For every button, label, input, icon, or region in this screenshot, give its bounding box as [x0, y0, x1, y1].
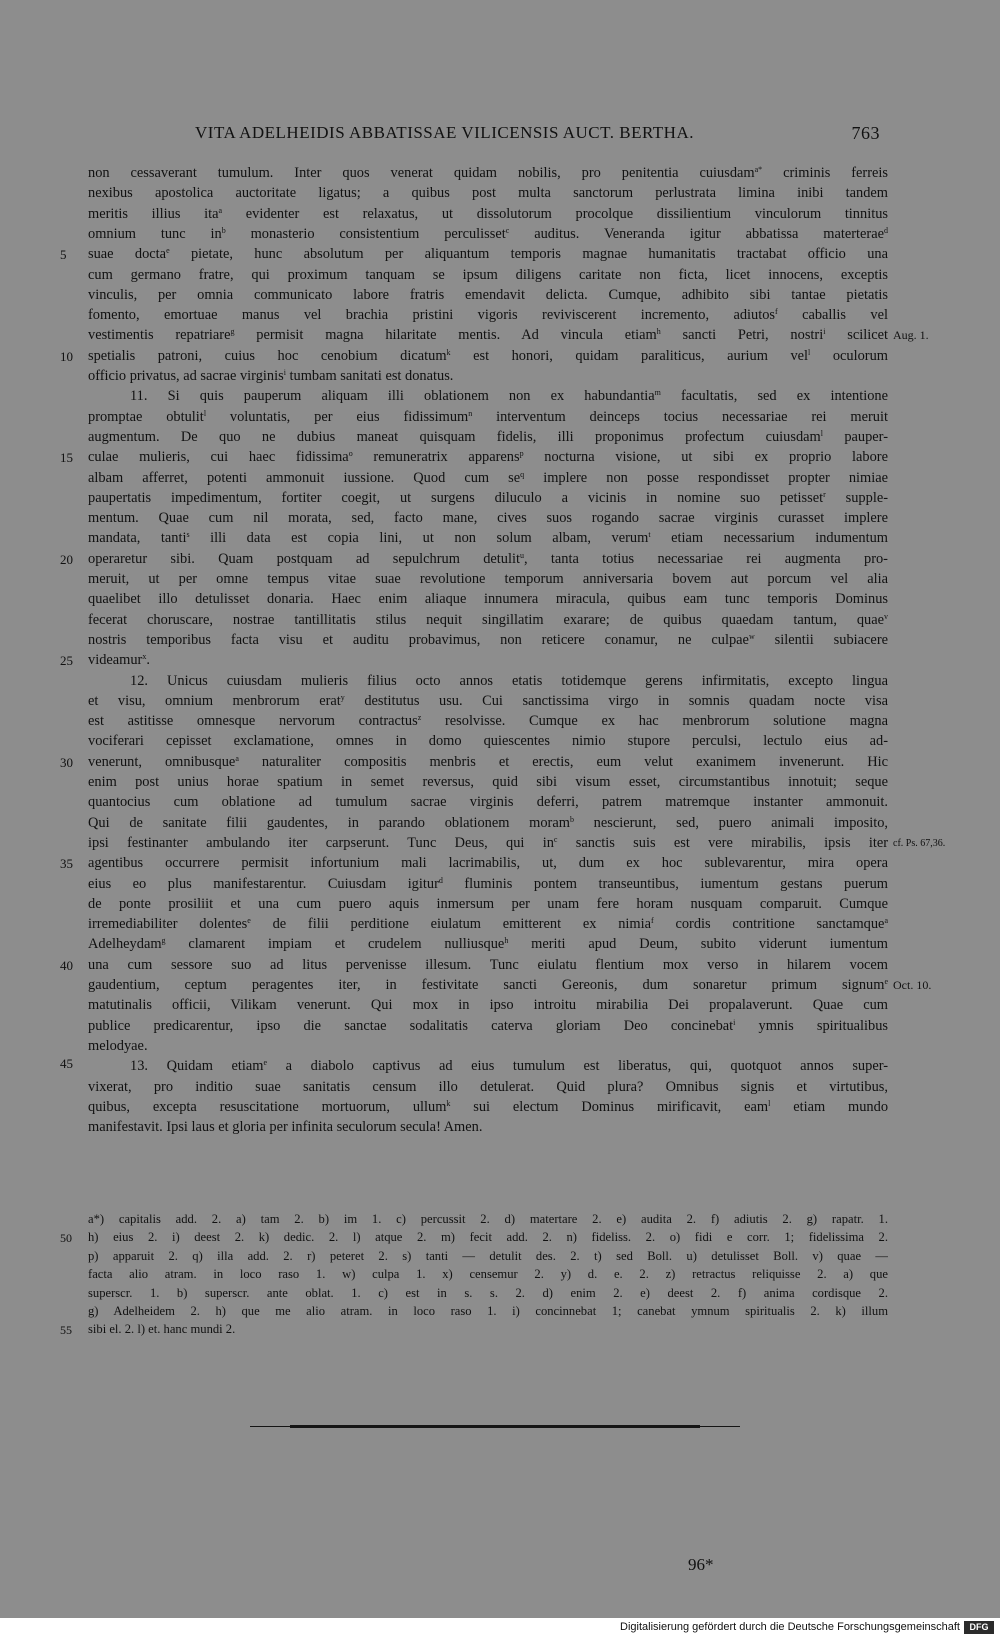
footnote-line-number: 50 [60, 1231, 72, 1245]
text-line: omnium tunc $in^b$ monasterio consistentium perculisset$^c$ auditus. Veneranda igitur abbatissa materterae$^d$ [88, 225, 888, 242]
digitization-footer [0, 1618, 1000, 1638]
line-number: 25 [60, 653, 73, 668]
footnote-line: a*) capitalis add. 2. a) tam 2. b) im 1. c) percussit 2. d) matertare 2. e) audita 2. f) adiutis 2. g) rapatr. 1. [88, 1212, 888, 1226]
dfg-logo[interactable]: DFG [964, 1621, 994, 1634]
text-line: officio privatus, ad sacrae virginis$^i$ tumbam sanitati est donatus. [88, 368, 454, 384]
text-line: Adelheydam$^g$ clamarent impiam et crudelem nulliusque$^h$ meriti apud Deum, subito viderunt iumentum [88, 936, 888, 953]
margin-note: Aug. 1. [893, 328, 929, 342]
text-line: fomento, emortuae manus vel brachia pristini vigoris reviviscerent incremento, adiutos$^f$ caballis vel [88, 307, 888, 324]
footnote-line: sibi el. 2. l) et. hanc mundi 2. [88, 1322, 236, 1337]
margin-note: Oct. 10. [893, 978, 932, 992]
line-number: 15 [60, 450, 73, 465]
line-number: 5 [60, 247, 67, 262]
text-line: irremediabiliter dolentes$^e$ de filii perditione eiulatum emitterent ex nimia$^f$ cordis contritione sanctamque$^a$ [88, 916, 888, 933]
text-line: operaretur sibi. Quam postquam ad sepulchrum detulit$^u$, tanta totius necessariae rei augmenta pro- [88, 550, 888, 567]
text-line: 13. Quidam etiam$^e$ a diabolo captivus ad eius tumulum est liberatus, qui, quotquot annos super- [130, 1058, 888, 1075]
text-line: videamur$^x$. [88, 652, 150, 669]
text-line: quantocius cum oblatione ad tumulum sacrae virginis deferri, patrem matremque instanter ammonuit. [88, 794, 888, 811]
text-line: vociferari cepisset exclamatione, omnes in domo quiescentes nimio stupore perculsi, lectulo eius ad- [88, 733, 888, 750]
line-number: 30 [60, 755, 73, 770]
footnote-line: h) eius 2. i) deest 2. k) dedic. 2. l) atque 2. m) fecit add. 2. n) fideliss. 2. o) fidi e corr. 1; fidelissima 2. [88, 1230, 888, 1245]
text-line: 12. Unicus cuiusdam mulieris filius octo annos etatis totidemque gerens infirmitatis, excepto lingua [130, 672, 888, 689]
footnote-line: p) apparuit 2. q) illa add. 2. r) peteret 2. s) tanti — detulit des. 2. t) sed Boll. u) detulisset Boll. v) quae — [88, 1248, 888, 1263]
text-line: spetialis patroni, cuius hoc cenobium dicatum$^k$ est honori, quidam paraliticus, aurium vel$^l$ oculorum [88, 347, 888, 364]
line-number: 20 [60, 552, 73, 567]
separator-rule [290, 1425, 700, 1428]
text-line: 11. Si quis pauperum aliquam illi oblationem non ex habundantia$^m$ facultatis, sed ex intentione [130, 388, 888, 405]
line-number: 35 [60, 856, 73, 871]
text-line: manifestavit. Ipsi laus et gloria per infinita seculorum secula! Amen. [88, 1119, 483, 1136]
text-line: quibus, excepta resuscitatione mortuorum, ullum$^k$ sui electum Dominus mirificavit, eam$^l$ etiam mundo [88, 1098, 888, 1115]
text-line: est astitisse omnesque nervorum contractus$^z$ resolvisse. Cumque ex hac menbrorum solutione magna [88, 713, 888, 730]
text-line: promptae obtulit$^l$ voluntatis, per eius fidissimum$^n$ interventum deinceps tocius necessariae rei meruit [88, 408, 888, 425]
text-line: culae mulieris, cui haec fidissima$^o$ remuneratrix apparens$^p$ nocturna visione, ut sibi ex proprio labore [88, 449, 888, 466]
text-line: nostris temporibus facta visu et auditu probavimus, non reticere conamur, ne culpae$^w$ silentii subiacere [88, 631, 888, 648]
text-line: et visu, omnium menbrorum erat$^y$ destitutus usu. Cui sanctissima virgo in somnis quadam nocte visa [88, 692, 888, 709]
line-number: 45 [60, 1056, 73, 1071]
text-line: publice predicarentur, ipso die sanctae sodalitatis caterva gloriam Deo concinebat$^i$ ymnis spiritualibus [88, 1017, 888, 1034]
text-line: agentibus occurrere permisit infortunium mali lacrimabilis, ut, dum ex hoc sublevarentur, mira opera [88, 855, 888, 872]
text-line: nexibus apostolica auctoritate ligatus; a quibus post multa sanctorum perlustrata limina inibi tandem [88, 185, 888, 202]
line-number: 40 [60, 958, 73, 973]
text-line: de ponte prosiliit et una cum puero aquis inmersum per unam fere horam nusquam comparuit. Cumque [88, 895, 888, 912]
text-line: fecerat choruscare, nostrae tantillitatis stilus nequit singillatim exarare; de quibus quaedam tantum, quae$^v$ [88, 611, 888, 628]
text-line: augmentum. De quo ne dubius maneat quisquam fidelis, illi proponimus profectum cuiusdam$^l$ pauper- [88, 428, 888, 445]
text-line: cum germano fratre, qui proximum tanquam se ipsum diligens caritate non ficta, licet innocens, exceptis [88, 266, 888, 283]
text-line: matutinalis officii, Vilikam venerunt. Qui mox in ipso introitu mirabilia Dei propalaverunt. Quae cum [88, 997, 888, 1014]
text-line: mandata, tanti$^s$ illi data est copia lini, ut non solum albam, verum$^t$ etiam necessarium indumentum [88, 530, 888, 547]
footnote-line: superscr. 1. b) superscr. ante oblat. 1. c) est in s. s. 2. d) enim 2. e) deest 2. f) anima cordisque 2. [88, 1285, 888, 1300]
text-line: albam afferret, potenti ammonuit iussione. Quod cum $se^q$ implere non posse respondisset propter nimiae [88, 469, 888, 486]
text-line: suae docta$^e$ pietate, hunc absolutum per aliquantum temporis magnae humanitatis tractabat officio una [88, 246, 888, 263]
text-line: venerunt, omnibusque$^a$ naturaliter compositis menbris et erectis, eum velut exanimem invenerunt. Hic [88, 753, 888, 770]
margin-note: cf. Ps. 67,36. [893, 838, 946, 849]
text-line: gaudentium, ceptum peragentes iter, in festivitate sancti Gereonis, dum sonaretur primum signum$^e$ [88, 977, 888, 993]
signature-mark: 96* [688, 1555, 714, 1574]
text-line: enim post unius horae spatium in semet reversus, quid sibi visum esset, circumstantibus innotuit; seque [88, 774, 888, 790]
funding-notice[interactable]: Digitalisierung gefördert durch die Deutsche Forschungsgemeinschaft [620, 1621, 960, 1633]
footnote-line-number: 55 [60, 1323, 72, 1337]
text-line: meruit, ut per omne tempus vitae suae revolutione temporum anniversaria bovem aut porcum vel alia [88, 571, 888, 587]
text-line: Qui de sanitate filii gaudentes, in parando oblationem moram$^b$ nescierunt, sed, puero animali imposito, [88, 814, 888, 831]
text-line: meritis illius ita$^a$ evidenter est relaxatus, ut dissolutorum procolque dissilientium vinculorum tinnitus [88, 205, 888, 222]
text-line: vestimentis repatriare$^g$ permisit magna hilaritate mentis. Ad vincula etiam$^h$ sancti Petri, nostri$^i$ scilicet [88, 327, 888, 344]
text-line: melodyae. [88, 1037, 148, 1054]
text-line: mentum. Quae cum nil morata, sed, facto mane, cives suos rogando sacrae virginis curasset implere [88, 510, 888, 527]
text-line: una cum sessore suo ad litus pervenisse illesum. Tunc eiulatu flentium mox verso in hilarem vocem [88, 956, 888, 973]
running-header [90, 123, 880, 145]
text-line: quaelibet illo detulisset donaria. Haec enim aliaque innumera miracula, quibus eam tunc temporis Dominus [88, 591, 888, 608]
line-number: 10 [60, 349, 73, 364]
text-line: eius eo plus manifestarentur. Cuiusdam igitur$^d$ fluminis pontem transeuntibus, iumentum gestans puerum [88, 875, 888, 892]
text-line: vinculis, per omnia communicato labore fratris emendavit delicta. Cumque, adhibito sibi tantae pietatis [88, 286, 888, 303]
running-title: VITA ADELHEIDIS ABBATISSAE VILICENSIS AUCT. BERTHA. [195, 123, 694, 142]
text-line: non cessaverant tumulum. Inter quos venerat quidam nobilis, pro penitentia cuiusdam$^{a*}$ criminis ferreis [88, 165, 888, 181]
text-line: paupertatis impedimentum, fortiter coegit, ut surgens diluculo a vicinis in nomine suo petisset$^r$ supple- [88, 489, 888, 506]
text-line: vixerat, pro inditio suae sanitatis censum illo detulerat. Quid plura? Omnibus signis et virtutibus, [88, 1078, 888, 1095]
text-line: ipsi festinanter ambulando iter carpserunt. Tunc Deus, qui $in^c$ sanctis suis est vere mirabilis, ipsis iter [88, 834, 888, 851]
footnote-line: g) Adelheidem 2. h) que me alio atram. in loco raso 1. i) concinnebat 1; canebat ymnum spiritualis 2. k) illum [88, 1304, 888, 1318]
footnote-line: facta alio atram. in loco raso 1. w) culpa 1. x) censemur 2. y) d. e. 2. z) retractus reliquisse 2. a) que [88, 1267, 888, 1282]
page-number: 763 [851, 123, 880, 143]
